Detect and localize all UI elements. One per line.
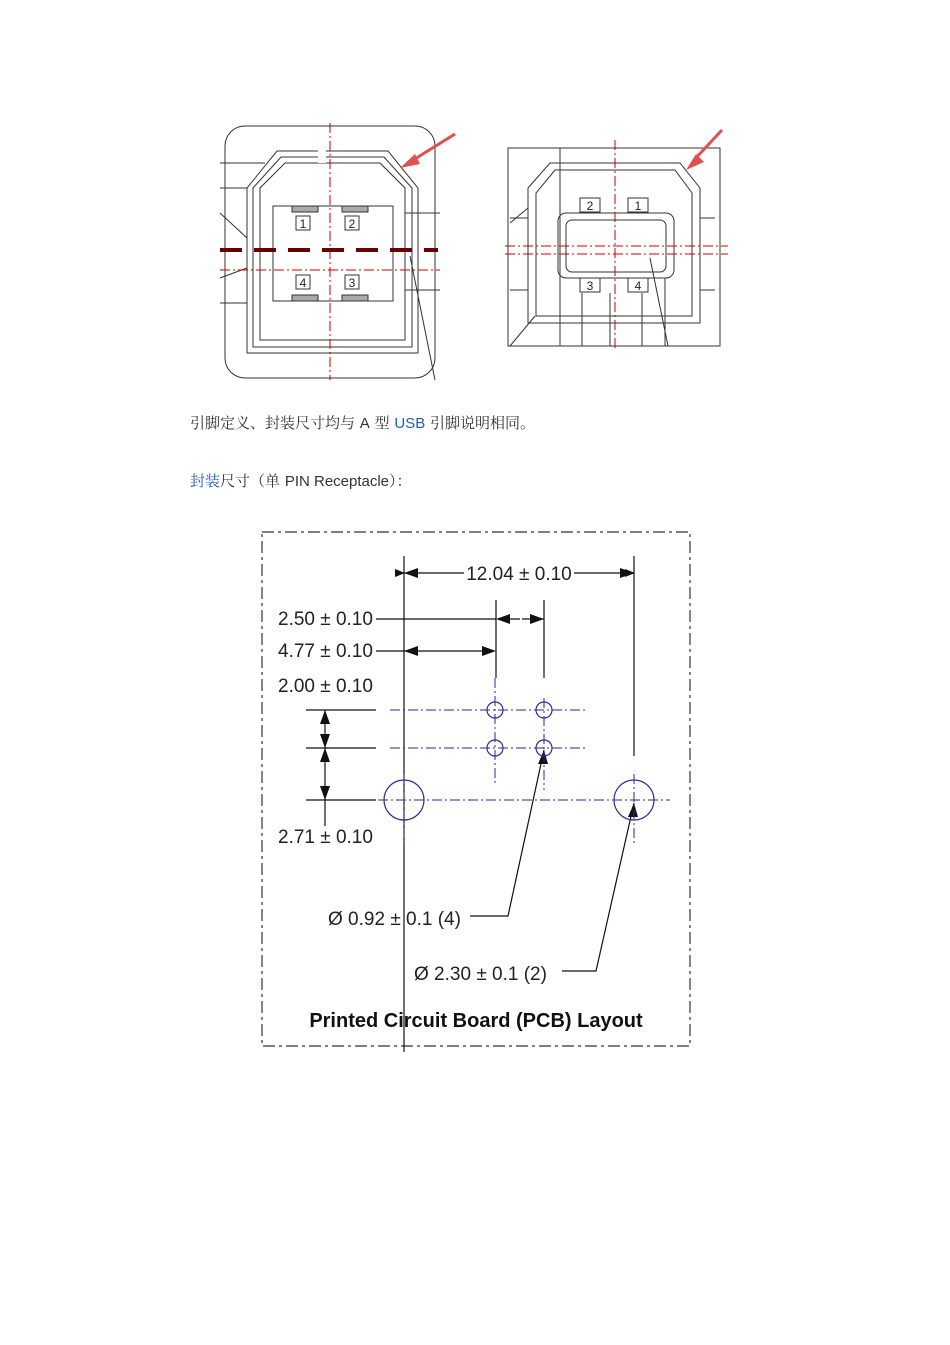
left-pin-label-2: 2	[348, 217, 356, 231]
pcb-title: Printed Circuit Board (PCB) Layout	[309, 1010, 643, 1032]
para2-pin-receptacle: PIN Receptacle	[284, 473, 390, 490]
dim-2-50: 2.50 ± 0.10	[278, 609, 373, 630]
pin-description-paragraph	[190, 412, 535, 433]
hole-small-callout: Ø 0.92 ± 0.1 (4)	[328, 909, 461, 930]
package-size-heading	[190, 470, 412, 491]
left-pin-label-1: 1	[299, 217, 307, 231]
dim-4-77: 4.77 ± 0.10	[278, 641, 373, 662]
para1-text-3: 引脚说明相同。	[430, 414, 536, 432]
right-pin-label-4: 4	[634, 279, 642, 293]
pcb-layout-drawing	[258, 528, 694, 1052]
para1-type-a: A	[359, 415, 370, 432]
left-pin-label-3: 3	[348, 276, 356, 290]
dim-2-00: 2.00 ± 0.10	[278, 676, 373, 697]
right-pin-label-2: 2	[586, 199, 594, 213]
usb-link[interactable]: USB	[394, 415, 426, 432]
right-pin-label-1: 1	[634, 199, 642, 213]
usb-b-connector-figure	[210, 118, 750, 388]
left-pin-label-4: 4	[299, 276, 307, 290]
para2-text-1: 尺寸（单	[220, 472, 281, 490]
pcb-holes	[384, 702, 654, 820]
dim-2-71: 2.71 ± 0.10	[278, 827, 373, 848]
package-link[interactable]: 封装	[190, 472, 221, 490]
para1-text-1: 引脚定义、封装尺寸均与	[190, 414, 356, 432]
para2-text-2: ）：	[389, 472, 412, 490]
para1-text-2: 型	[374, 414, 390, 432]
right-bottom-view	[508, 148, 720, 346]
right-pin-label-3: 3	[586, 279, 594, 293]
dim-12-04: 12.04 ± 0.10	[466, 564, 572, 585]
hole-large-callout: Ø 2.30 ± 0.1 (2)	[414, 964, 547, 985]
left-pin-labels	[296, 216, 359, 290]
